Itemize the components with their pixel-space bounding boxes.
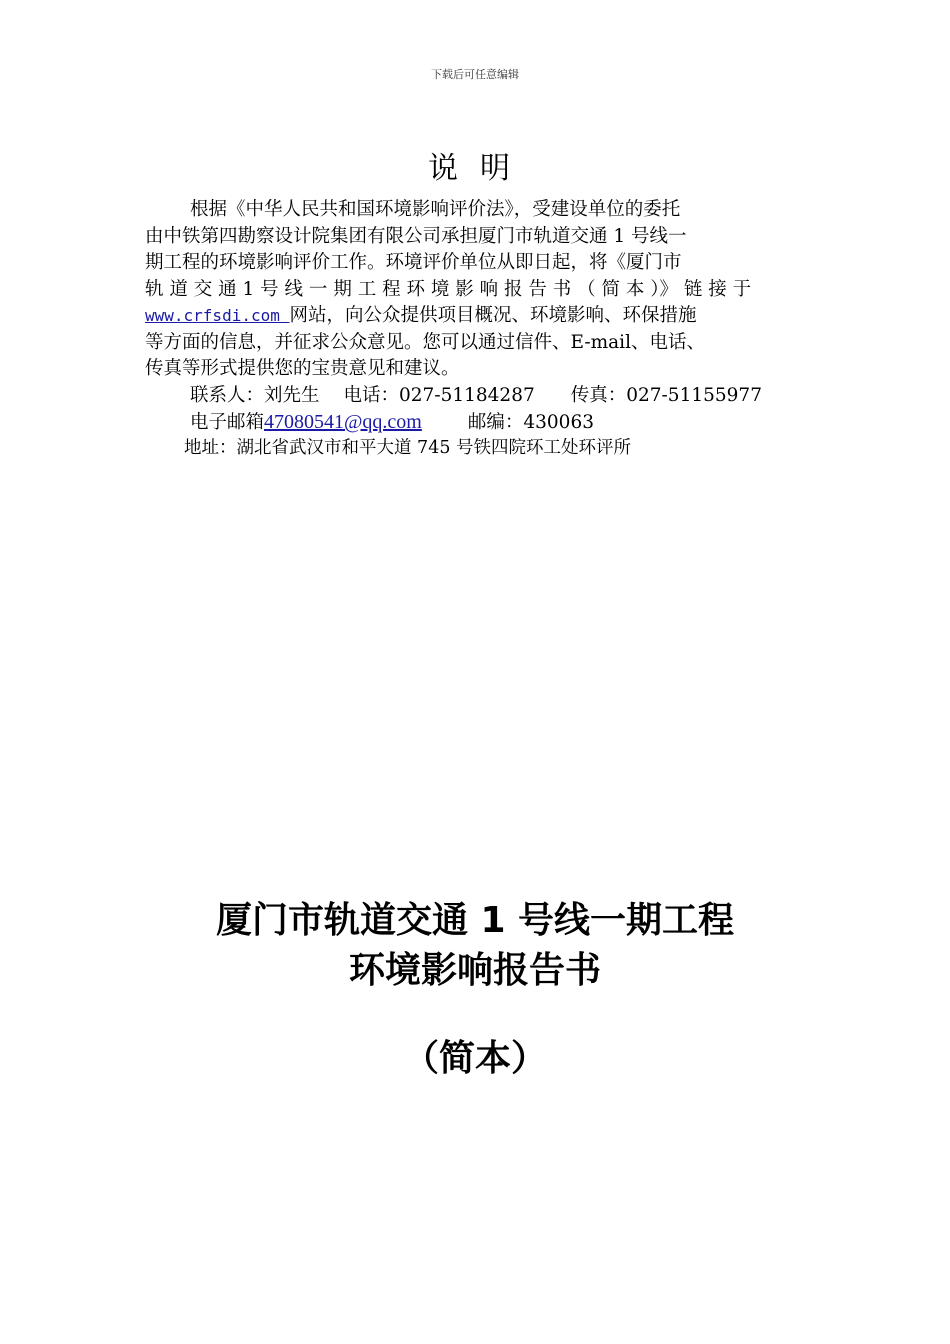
paragraph-line: 传真等形式提供您的宝贵意见和建议。 [145, 358, 460, 379]
paragraph-line [145, 303, 825, 330]
paragraph-text: 网站，向公众提供项目概况、环境影响、环保措施 [289, 305, 697, 326]
website-link[interactable]: www.crfsdi.com [145, 306, 290, 325]
report-title-line: 厦门市轨道交通 1 号线一期工程 [215, 900, 735, 941]
email-line [145, 409, 825, 437]
report-subtitle: （简本） [402, 1038, 547, 1079]
notice-title: 说明 [428, 151, 532, 186]
paragraph-line: 期工程的环境影响评价工作。环境评价单位从即日起，将《厦门市 [145, 252, 682, 273]
header-note: 下载后可任意编辑 [431, 68, 519, 81]
paragraph-line: 由中铁第四勘察设计院集团有限公司承担厦门市轨道交通 1 号线一 [145, 225, 687, 247]
paragraph-line: 轨 道 交 通 1 号 线 一 期 工 程 环 境 影 响 报 告 书 （ 简 本 ）》 链 接 于 [145, 278, 752, 300]
email-label: 电子邮箱 [190, 412, 265, 433]
address: 地址：湖北省武汉市和平大道 745 号铁四院环工处环评所 [184, 438, 632, 458]
postcode: 邮编：430063 [467, 412, 594, 433]
email-link[interactable]: 47080541@qq.com [264, 411, 422, 433]
contact-person: 联系人：刘先生 [190, 384, 320, 406]
paragraph-line: 等方面的信息，并征求公众意见。您可以通过信件、E-mail、电话、 [145, 331, 706, 353]
report-title [0, 896, 950, 996]
notice-body [145, 197, 825, 437]
report-title-line: 环境影响报告书 [348, 950, 601, 991]
contact-line [145, 383, 825, 410]
paragraph-line: 根据《中华人民共和国环境影响评价法》，受建设单位的委托 [190, 199, 681, 220]
contact-phone: 电话：027-51184287 [343, 384, 535, 406]
contact-fax: 传真：027-51155977 [570, 384, 762, 406]
